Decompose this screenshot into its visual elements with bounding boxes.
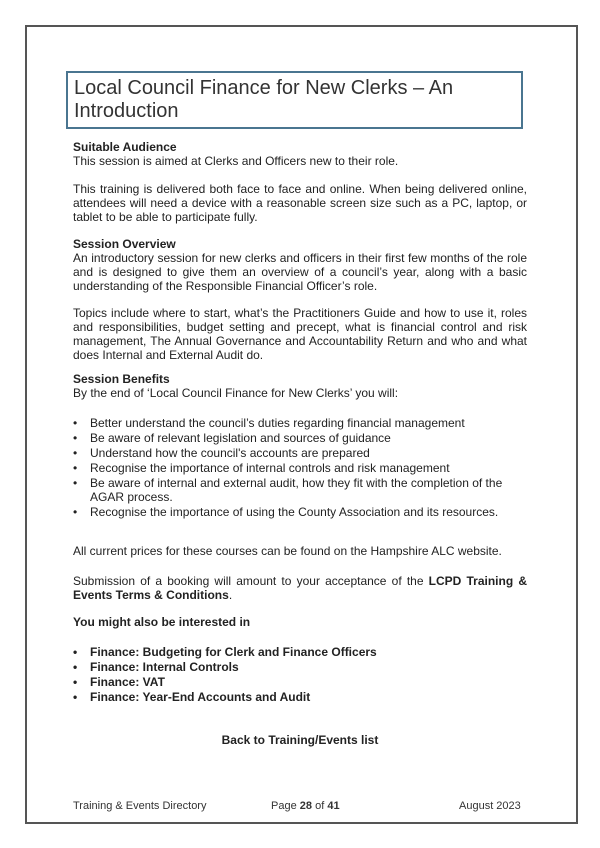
title-box <box>66 71 523 129</box>
benefits-heading: Session Benefits <box>73 372 170 386</box>
back-link[interactable]: Back to Training/Events list <box>221 733 379 747</box>
benefits-list <box>73 416 527 520</box>
overview-heading: Session Overview <box>73 237 176 251</box>
submission-text <box>73 574 527 602</box>
submission-prefix: Submission of a booking will amount to your acceptance of the <box>73 574 429 588</box>
footer-date: August 2023 <box>459 800 521 812</box>
audience-text: This session is aimed at Clerks and Officers new to their role. <box>73 154 399 168</box>
of-word: of <box>315 800 325 812</box>
list-item: • Better understand the council’s duties regarding financial management <box>73 416 527 430</box>
delivery-text: This training is delivered both face to face and online. When being delivered online, attendees will need a device with a reasonable screen size such as a PC, laptop, or tablet to be able to participate fully. <box>73 182 527 224</box>
page-word: Page <box>271 800 297 812</box>
footer-left: Training & Events Directory <box>73 800 207 812</box>
related-link[interactable]: • Finance: Year-End Accounts and Audit <box>73 690 527 704</box>
list-item: • Be aware of internal and external audit, how they fit with the completion of the AGAR process. <box>73 476 527 504</box>
topics-text: Topics include where to start, what’s the Practitioners Guide and how to use it, roles and responsibilities, budget setting and precept, what is financial control and risk management, The Annual Governance and Accountability Return and who and what does Internal and External Audit do. <box>73 306 527 362</box>
prices-text: All current prices for these courses can be found on the Hampshire ALC website. <box>73 544 502 558</box>
list-item: • Understand how the council's accounts are prepared <box>73 446 527 460</box>
related-list <box>73 645 527 705</box>
page-number: 28 <box>299 800 313 812</box>
benefits-intro: By the end of ‘Local Council Finance for New Clerks’ you will: <box>73 386 399 400</box>
related-link[interactable]: • Finance: Internal Controls <box>73 660 527 674</box>
page-title: Local Council Finance for New Clerks – An Introduction <box>74 77 454 122</box>
terms-link[interactable]: LCPD Training & Events Terms & Conditions <box>73 574 528 602</box>
related-link[interactable]: • Finance: Budgeting for Clerk and Finance Officers <box>73 645 527 659</box>
list-item: • Be aware of relevant legislation and sources of guidance <box>73 431 527 445</box>
footer-page <box>271 799 340 813</box>
list-item: • Recognise the importance of using the County Association and its resources. <box>73 505 527 519</box>
list-item: • Recognise the importance of internal controls and risk management <box>73 461 527 475</box>
page-total: 41 <box>327 800 340 812</box>
submission-end: . <box>228 588 233 602</box>
audience-heading: Suitable Audience <box>73 140 177 154</box>
related-heading: You might also be interested in <box>73 615 251 629</box>
overview-text: An introductory session for new clerks and officers in their first few months of the role and is designed to give them an overview of a council’s year, along with a basic understanding of the Responsible Financial Officer’s role. <box>73 251 527 293</box>
related-link[interactable]: • Finance: VAT <box>73 675 527 689</box>
